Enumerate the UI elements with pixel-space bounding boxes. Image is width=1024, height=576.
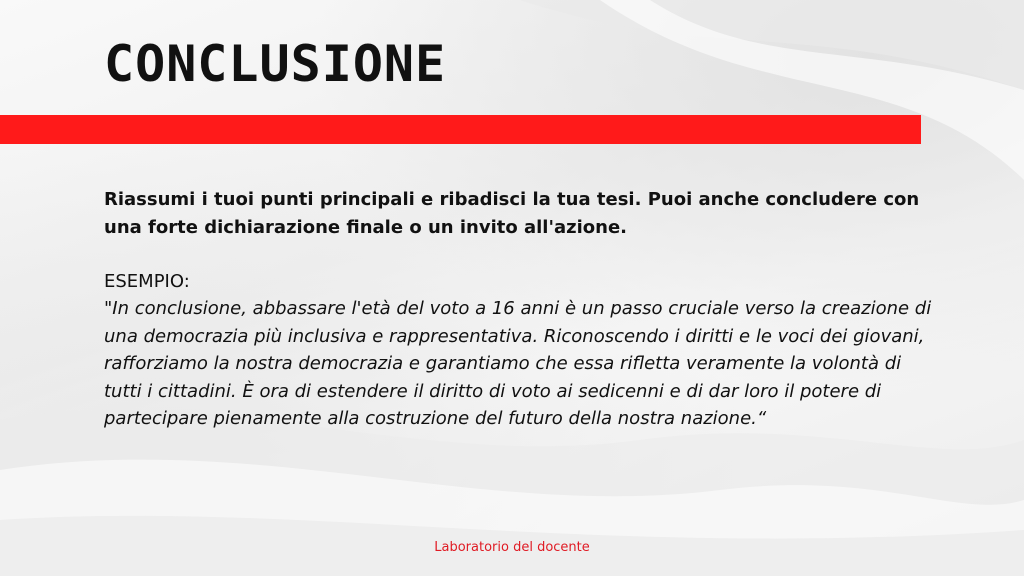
slide-body (104, 186, 934, 433)
footer-credit: Laboratorio del docente (434, 540, 590, 555)
slide-title: CONCLUSIONE (104, 35, 447, 93)
example-quote: "In conclusione, abbassare l'età del voto a 16 anni è un passo cruciale verso la creazione di una democrazia più inclusiva e rappresentativa. Riconoscendo i diritti e le voci dei giovani, rafforziamo la nostra democrazia e garantiamo che essa rifletta veramente la volontà di tutti i cittadini. È ora di estendere il diritto di voto ai sedicenni e di dar loro il potere di partecipare pienamente alla costruzione del futuro della nostra nazione.“ (104, 298, 932, 429)
example-label: ESEMPIO: (104, 271, 190, 292)
accent-bar (0, 115, 921, 144)
lead-paragraph: Riassumi i tuoi punti principali e ribadisci la tua tesi. Puoi anche concludere con una forte dichiarazione finale o un invito all'azione. (104, 189, 920, 238)
